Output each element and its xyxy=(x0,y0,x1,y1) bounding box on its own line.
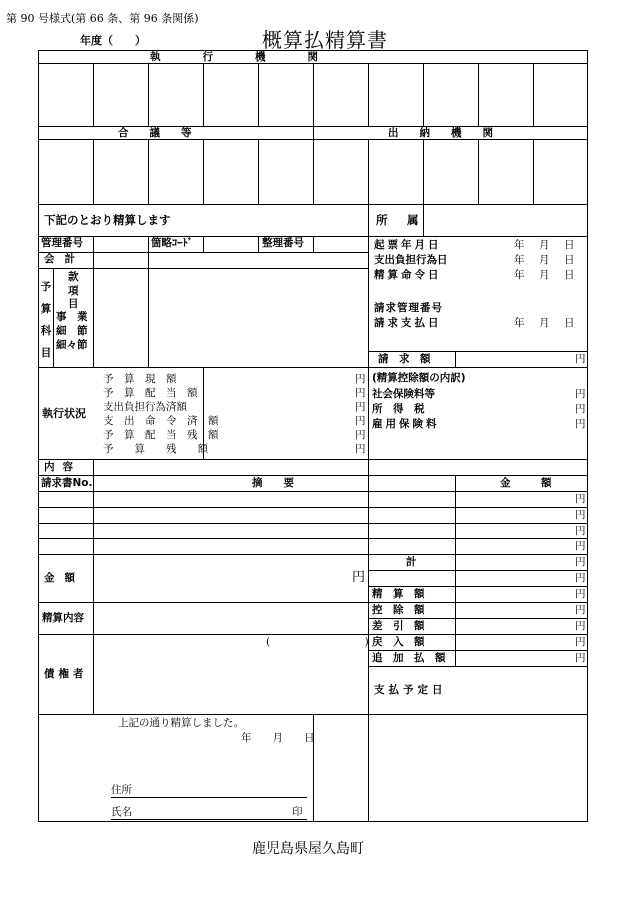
budget-item-kan: 款 xyxy=(68,271,79,283)
municipality: 鹿児島県屋久島町 xyxy=(252,841,364,857)
deduction-employment: 雇用保険料 xyxy=(372,418,440,430)
date-ymd-2: 年 月 日 xyxy=(514,254,577,266)
row-yen-1: 円 xyxy=(575,493,586,505)
status-item-meirei: 支 出 命 令 済 額 xyxy=(103,415,219,427)
exec-org-label: 執 行 機 関 xyxy=(150,51,318,63)
date-ymd-5: 年 月 日 xyxy=(514,317,577,329)
date-label-kanri: 請求管理番号 xyxy=(374,302,443,314)
deduction-income: 所 得 税 xyxy=(372,403,425,415)
short-code-label: 箇略ｺｰﾄﾞ xyxy=(151,237,193,249)
date-label-futan: 支出負担行為日 xyxy=(374,254,448,266)
status-yen-6: 円 xyxy=(355,443,366,455)
row-yen-2: 円 xyxy=(575,509,586,521)
statement-text: 上記の通り精算しました。 xyxy=(118,717,244,729)
additional-amount: 追 加 払 額 xyxy=(372,652,446,664)
deduct-amount: 控 除 額 xyxy=(372,604,425,616)
status-item-futan: 支出負担行為済額 xyxy=(103,401,187,413)
settle-yen-5: 円 xyxy=(575,652,586,664)
pay-date-label: 支払予定日 xyxy=(374,684,447,696)
deduction-yen-2: 円 xyxy=(575,403,586,415)
budget-item-moku: 目 xyxy=(68,298,79,310)
status-yen-4: 円 xyxy=(355,415,366,427)
diff-amount: 差 引 額 xyxy=(372,620,425,632)
ref-no-label: 整理番号 xyxy=(262,237,304,249)
claim-amount-label: 請 求 額 xyxy=(378,353,431,365)
settle-content-label: 精算内容 xyxy=(42,612,84,624)
status-item-genkaku: 予 算 現 額 xyxy=(103,373,177,385)
statement-date: 年 月 日 xyxy=(241,732,315,744)
settle-yen-2: 円 xyxy=(575,604,586,616)
summary-header: 摘 要 xyxy=(252,477,294,489)
document-title: 概算払精算書 xyxy=(262,28,388,52)
amount-header: 金 額 xyxy=(500,477,562,489)
date-label-shiharai: 請求支払日 xyxy=(374,317,442,329)
refund-amount: 戻 入 額 xyxy=(372,636,425,648)
name-label: 氏名 xyxy=(111,806,132,818)
status-item-zan: 予 算 残 額 xyxy=(103,443,208,455)
mgmt-no-label: 管理番号 xyxy=(41,237,83,249)
status-yen-1: 円 xyxy=(355,373,366,385)
fiscal-year: 年度（ ） xyxy=(80,34,146,47)
deduction-title: (精算控除額の内訳) xyxy=(372,372,466,384)
date-label-meirei: 精算命令日 xyxy=(374,269,442,281)
status-item-haitou: 予 算 配 当 額 xyxy=(103,387,198,399)
status-yen-5: 円 xyxy=(355,429,366,441)
address-label: 住所 xyxy=(111,784,132,796)
budget-item-jigyou: 事 業 xyxy=(56,311,88,323)
date-ymd-1: 年 月 日 xyxy=(514,239,577,251)
claim-yen: 円 xyxy=(575,353,586,365)
deduction-yen-3: 円 xyxy=(575,418,586,430)
settle-yen-1: 円 xyxy=(575,588,586,600)
budget-subject-label: 予 算 科 目 xyxy=(40,281,52,359)
row-yen-4: 円 xyxy=(575,540,586,552)
status-label: 執行状況 xyxy=(42,407,86,420)
total-yen-2: 円 xyxy=(575,572,586,584)
budget-item-kou: 項 xyxy=(68,285,79,297)
form-number: 第 90 号様式(第 66 条、第 96 条関係) xyxy=(6,12,199,25)
creditor-label: 債権者 xyxy=(44,668,88,680)
settle-yen-4: 円 xyxy=(575,636,586,648)
invoice-no-header: 請求書No. xyxy=(41,477,93,489)
paren: ( ) xyxy=(266,636,369,648)
budget-item-saisai: 細々節 xyxy=(56,339,88,351)
money-label: 金額 xyxy=(44,572,85,584)
settle-yen-3: 円 xyxy=(575,620,586,632)
treasury-label: 出 納 機 関 xyxy=(388,127,493,139)
budget-item-setsu: 細 節 xyxy=(56,325,88,337)
row-yen-3: 円 xyxy=(575,525,586,537)
total-yen: 円 xyxy=(575,556,586,568)
content-label: 内容 xyxy=(44,461,81,473)
total-label: 計 xyxy=(406,556,417,568)
deduction-social: 社会保険料等 xyxy=(372,388,435,400)
status-yen-3: 円 xyxy=(355,401,366,413)
money-yen: 円 xyxy=(352,570,366,585)
deduction-yen-1: 円 xyxy=(575,388,586,400)
dept-label: 所 属 xyxy=(376,213,423,227)
status-yen-2: 円 xyxy=(355,387,366,399)
notice-text: 下記のとおり精算します xyxy=(44,213,171,227)
date-ymd-3: 年 月 日 xyxy=(514,269,577,281)
consult-label: 合 議 等 xyxy=(118,127,192,139)
seal-mark: 印 xyxy=(292,806,303,818)
settle-amount: 精 算 額 xyxy=(372,588,425,600)
accounting-label: 会計 xyxy=(44,253,85,265)
status-item-haitou-zan: 予 算 配 当 残 額 xyxy=(103,429,219,441)
date-label-kihyou: 起票年月日 xyxy=(374,239,442,251)
